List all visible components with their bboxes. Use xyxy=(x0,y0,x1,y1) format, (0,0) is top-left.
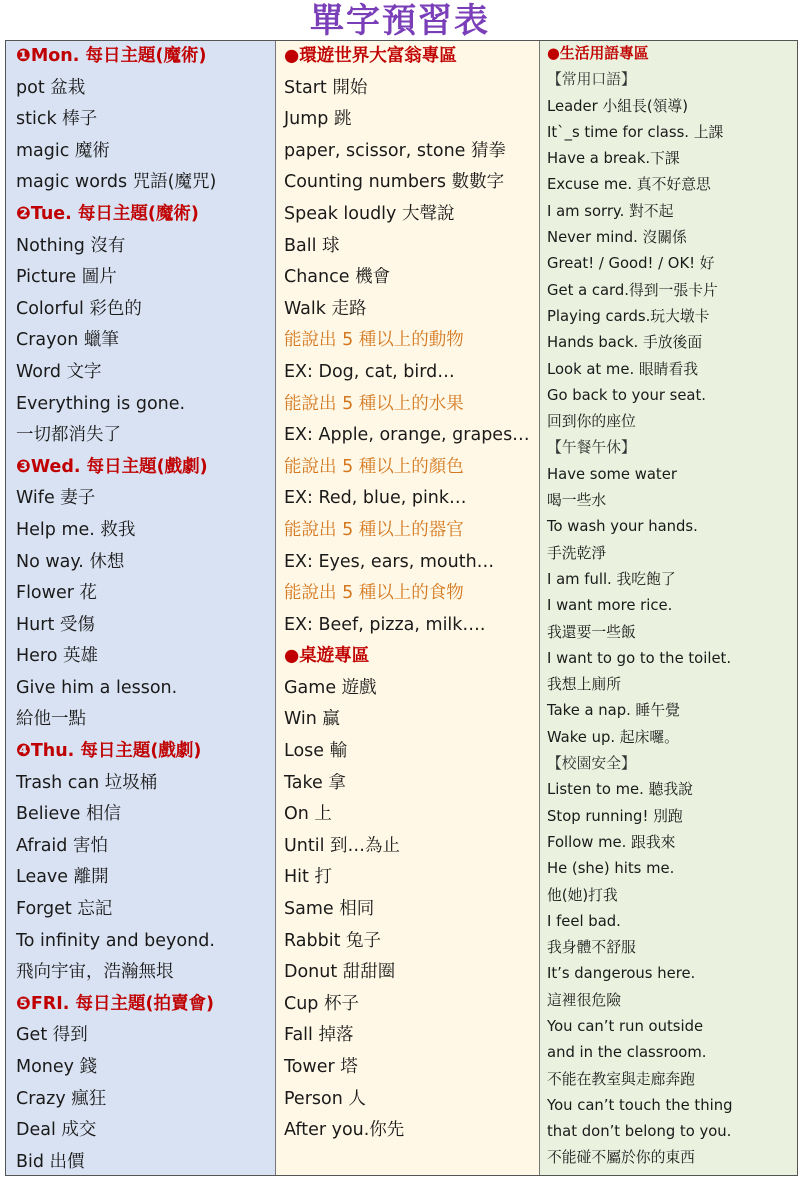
vocab-item: 手洗乾淨 xyxy=(547,544,607,562)
vocab-item: EX: Beef, pizza, milk…. xyxy=(284,614,486,635)
vocab-item: 能說出 5 種以上的器官 xyxy=(284,519,464,540)
vocab-item: Until 到…為止 xyxy=(284,835,401,856)
section-heading: ❺FRI. 每日主題(拍賣會) xyxy=(16,993,214,1014)
vocab-item: that don’t belong to you. xyxy=(547,1123,732,1141)
vocab-item: 我身體不舒服 xyxy=(547,939,636,957)
vocab-item: Counting numbers 數數字 xyxy=(284,172,505,193)
vocab-item: Walk 走路 xyxy=(284,298,367,319)
vocab-item: EX: Red, blue, pink… xyxy=(284,488,467,509)
section-heading: ●桌遊專區 xyxy=(284,646,370,667)
vocab-item: Excuse me. 真不好意思 xyxy=(547,176,711,194)
subsection-heading: 【午餐午休】 xyxy=(547,439,636,457)
vocab-item: Wake up. 起床囉。 xyxy=(547,728,679,746)
vocab-item: 他(她)打我 xyxy=(547,886,618,904)
vocab-item: Game 遊戲 xyxy=(284,677,377,698)
section-heading: ❶Mon. 每日主題(魔術) xyxy=(16,46,207,66)
vocab-item: Donut 甜甜圈 xyxy=(284,962,396,983)
vocab-item: Believe 相信 xyxy=(16,804,121,825)
vocab-item: Afraid 害怕 xyxy=(16,835,108,856)
vocab-item: Fall 掉落 xyxy=(284,1025,354,1046)
section-heading: ❹Thu. 每日主題(戲劇) xyxy=(16,741,202,762)
vocab-item: 回到你的座位 xyxy=(547,413,636,431)
vocab-item: Jump 跳 xyxy=(284,109,352,130)
vocab-item: 能說出 5 種以上的動物 xyxy=(284,330,464,351)
vocab-item: Never mind. 沒關係 xyxy=(547,229,687,247)
vocab-item: Great! / Good! / OK! 好 xyxy=(547,255,715,273)
vocab-item: Take 拿 xyxy=(284,772,346,793)
vocab-item: Leave 離開 xyxy=(16,867,109,888)
vocab-item: pot 盆栽 xyxy=(16,77,86,98)
vocab-item: and in the classroom. xyxy=(547,1044,707,1062)
vocab-item: Ball 球 xyxy=(284,235,340,256)
vocab-item: Give him a lesson. xyxy=(16,677,178,698)
vocab-item: Chance 機會 xyxy=(284,267,391,288)
vocab-table xyxy=(5,40,798,1176)
vocab-item: Deal 成交 xyxy=(16,1120,97,1141)
column-daily-phrases xyxy=(540,41,797,1175)
section-heading: ●生活用語專區 xyxy=(547,45,649,62)
vocab-item: Win 贏 xyxy=(284,709,340,730)
vocab-item: EX: Apple, orange, grapes… xyxy=(284,425,530,446)
vocab-item: Leader 小組長(領導) xyxy=(547,97,688,115)
vocab-list xyxy=(16,41,275,1175)
vocab-item: Hurt 受傷 xyxy=(16,614,95,635)
vocab-item: To infinity and beyond. xyxy=(16,930,215,951)
vocab-item: You can’t touch the thing xyxy=(547,1096,733,1114)
vocab-item: Tower 塔 xyxy=(284,1057,358,1077)
vocab-item: Have a break.下課 xyxy=(547,150,680,168)
vocab-item: Everything is gone. xyxy=(16,393,186,414)
vocab-item: Hands back. 手放後面 xyxy=(547,334,703,352)
vocab-item: I want more rice. xyxy=(547,597,673,615)
vocab-item: 能說出 5 種以上的水果 xyxy=(284,393,464,414)
vocab-item: Listen to me. 聽我說 xyxy=(547,781,693,799)
vocab-item: 能說出 5 種以上的顏色 xyxy=(284,456,464,477)
vocab-item: Hit 打 xyxy=(284,867,332,888)
subsection-heading: 【校園安全】 xyxy=(547,755,636,773)
vocab-item: It`_s time for class. 上課 xyxy=(547,123,724,141)
vocab-item: Hero 英雄 xyxy=(16,646,99,667)
vocab-item: You can’t run outside xyxy=(547,1017,704,1035)
vocab-item: Picture 圖片 xyxy=(16,267,117,288)
vocab-item: Lose 輸 xyxy=(284,741,348,762)
vocab-item: Look at me. 眼睛看我 xyxy=(547,360,699,378)
vocab-list xyxy=(284,41,539,1147)
section-heading: ❷Tue. 每日主題(魔術) xyxy=(16,203,199,224)
vocab-item: Flower 花 xyxy=(16,583,97,604)
vocab-item: Follow me. 跟我來 xyxy=(547,833,676,851)
vocab-item: 這裡很危險 xyxy=(547,991,621,1009)
vocab-item: Colorful 彩色的 xyxy=(16,298,142,319)
column-daily-themes xyxy=(6,41,276,1175)
vocab-item: EX: Eyes, ears, mouth… xyxy=(284,551,495,572)
vocab-item: I feel bad. xyxy=(547,912,621,930)
vocab-item: Word 文字 xyxy=(16,361,102,382)
vocab-item: I am sorry. 對不起 xyxy=(547,202,674,220)
vocab-item: 能說出 5 種以上的食物 xyxy=(284,583,464,604)
vocab-item: 一切都消失了 xyxy=(16,425,121,446)
page-title: 單字預習表 xyxy=(310,1,490,41)
vocab-item: On 上 xyxy=(284,804,332,825)
vocab-item: magic 魔術 xyxy=(16,140,110,161)
vocab-item: Go back to your seat. xyxy=(547,386,707,404)
vocab-item: Get a card.得到一張卡片 xyxy=(547,281,718,299)
vocab-item: Forget 忘記 xyxy=(16,899,113,920)
subsection-heading: 【常用口語】 xyxy=(547,71,636,89)
vocab-item: Rabbit 兔子 xyxy=(284,930,382,951)
section-heading: ❸Wed. 每日主題(戲劇) xyxy=(16,456,208,477)
vocab-item: I want to go to the toilet. xyxy=(547,649,732,667)
vocab-item: It’s dangerous here. xyxy=(547,965,696,983)
vocab-item: paper, scissor, stone 猜拳 xyxy=(284,140,506,161)
vocab-item: Same 相同 xyxy=(284,899,375,920)
section-heading: ●環遊世界大富翁專區 xyxy=(284,46,457,66)
vocab-item: 喝一些水 xyxy=(547,492,607,510)
vocab-item: 不能在教室與走廊奔跑 xyxy=(547,1070,695,1088)
vocab-item: stick 棒子 xyxy=(16,109,98,130)
vocab-list xyxy=(547,41,797,1172)
vocab-item: Bid 出價 xyxy=(16,1151,85,1172)
vocab-item: Speak loudly 大聲說 xyxy=(284,203,455,224)
vocab-item: Money 錢 xyxy=(16,1057,98,1077)
vocab-item: To wash your hands. xyxy=(547,518,698,536)
vocab-item: Start 開始 xyxy=(284,77,368,98)
vocab-item: Nothing 沒有 xyxy=(16,235,126,256)
vocab-item: Crayon 蠟筆 xyxy=(16,330,119,351)
vocab-item: 不能碰不屬於你的東西 xyxy=(547,1149,695,1167)
vocab-item: Wife 妻子 xyxy=(16,488,96,509)
vocab-item: Have some water xyxy=(547,465,677,483)
vocab-item: After you.你先 xyxy=(284,1120,405,1141)
vocab-item: Crazy 瘋狂 xyxy=(16,1088,107,1109)
vocab-item: Playing cards.玩大墩卡 xyxy=(547,307,710,325)
vocab-item: Stop running! 別跑 xyxy=(547,807,683,825)
vocab-item: No way. 休想 xyxy=(16,551,125,572)
vocab-item: Person 人 xyxy=(284,1088,366,1109)
vocab-item: 我想上廁所 xyxy=(547,676,621,694)
vocab-item: Help me. 救我 xyxy=(16,519,136,540)
vocab-item: magic words 咒語(魔咒) xyxy=(16,172,217,193)
vocab-item: Cup 杯子 xyxy=(284,993,359,1014)
column-game-zones xyxy=(276,41,540,1175)
vocab-item: I am full. 我吃飽了 xyxy=(547,570,676,588)
vocab-item: 給他一點 xyxy=(16,709,86,730)
vocab-item: Get 得到 xyxy=(16,1025,88,1046)
vocab-item: 我還要一些飯 xyxy=(547,623,636,641)
vocab-item: EX: Dog, cat, bird… xyxy=(284,361,455,382)
vocab-item: He (she) hits me. xyxy=(547,860,675,878)
vocab-item: Trash can 垃圾桶 xyxy=(16,772,158,793)
vocab-item: 飛向宇宙，浩瀚無垠 xyxy=(16,962,174,983)
vocab-item: Take a nap. 睡午覺 xyxy=(547,702,680,720)
